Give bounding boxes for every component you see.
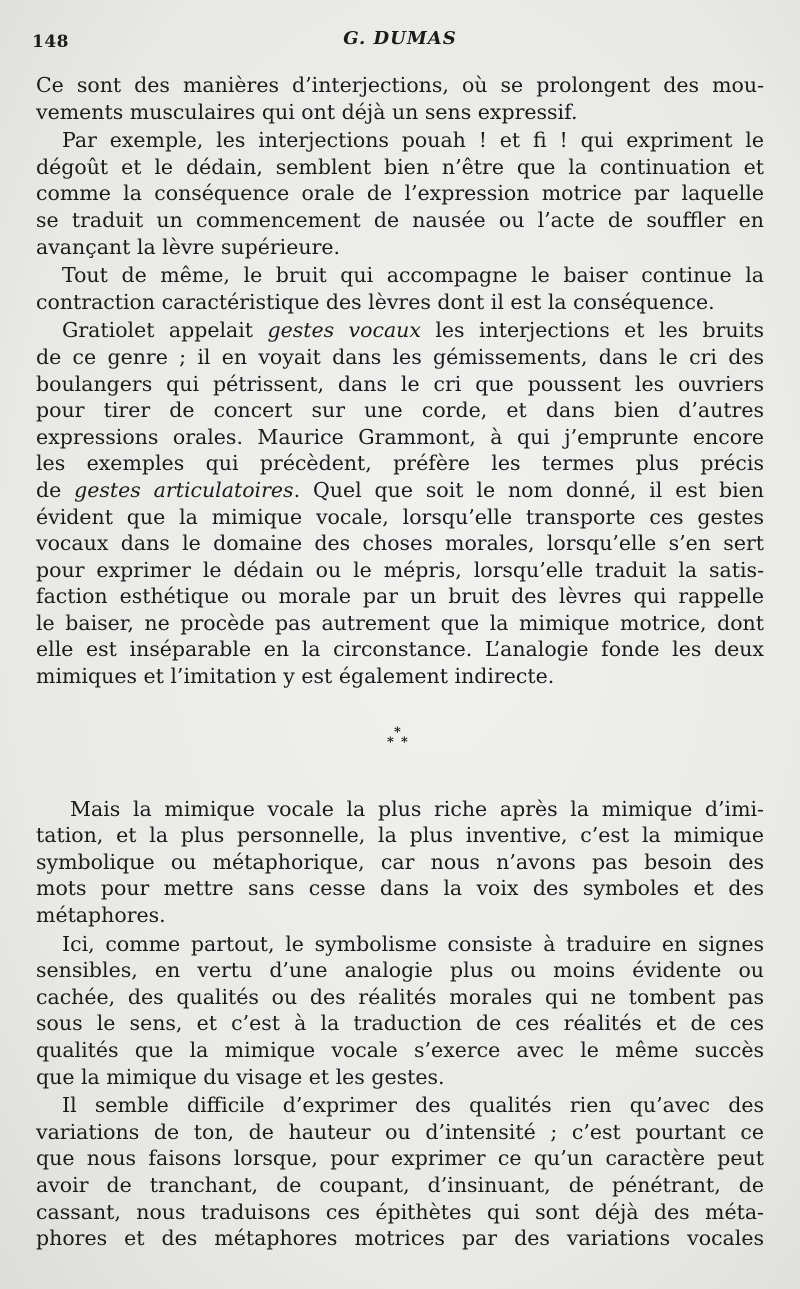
text-line: cachée, des qualités ou des réalités morales qui ne tombent pas: [36, 984, 764, 1009]
text-line: mots pour mettre sans cesse dans la voix des symboles et des: [36, 876, 764, 901]
text-line: comme la conséquence orale de l’expression motrice par laquelle: [36, 181, 764, 206]
text-line: vements musculaires qui ont déjà un sens expressif.: [36, 99, 578, 124]
text-line: phores et des métaphores motrices par des variations vocales: [36, 1226, 764, 1251]
text-line: le baiser, ne procède pas autrement que la mimique motrice, dont: [36, 610, 764, 635]
text-line: Il semble difficile d’exprimer des qualités rien qu’avec des: [62, 1093, 764, 1118]
text-segment: les interjections et les bruits: [420, 318, 764, 343]
page-header: [0, 26, 800, 56]
text-line: expressions orales. Maurice Grammont, à qui j’emprunte encore: [36, 424, 764, 449]
text-line: que nous faisons lorsque, pour exprimer ce qu’un caractère peut: [36, 1146, 764, 1171]
text-line: avançant la lèvre supérieure.: [36, 234, 341, 259]
text-line: symbolique ou métaphorique, car nous n’avons pas besoin des: [36, 849, 764, 874]
text-line: variations de ton, de hauteur ou d’intensité ; c’est pourtant ce: [36, 1119, 764, 1144]
text-line: pour exprimer le dédain ou le mépris, lorsqu’elle traduit la satis-: [36, 557, 764, 582]
text-line: Tout de même, le bruit qui accompagne le baiser continue la: [62, 263, 764, 288]
text-line: Mais la mimique vocale la plus riche après la mimique d’imi-: [70, 796, 764, 821]
paragraph-6: [36, 931, 764, 1091]
text-line: boulangers qui pétrissent, dans le cri que poussent les ouvriers: [36, 371, 764, 396]
text-line: métaphores.: [36, 903, 166, 928]
text-line: elle est inséparable en la circonstance. L’analogie fonde les deux: [36, 637, 764, 662]
text-line: sensibles, en vertu d’une analogie plus ou moins évidente ou: [36, 958, 764, 983]
text-line: mimiques et l’imitation y est également indirecte.: [36, 664, 555, 689]
section-separator: [36, 726, 764, 760]
text-line: dégoût et le dédain, semblent bien n’être que la continuation et: [36, 154, 764, 179]
text-line: [36, 317, 764, 344]
text-line: faction esthétique ou morale par un bruit des lèvres qui rappelle: [36, 584, 764, 609]
text-line: Ce sont des manières d’interjections, où se prolongent des mou-: [36, 73, 764, 97]
paragraph-2: [36, 127, 764, 260]
body-text: [36, 72, 764, 1254]
text-line: [36, 477, 764, 504]
running-head: G. DUMAS: [343, 28, 457, 49]
text-line: sous le sens, et c’est à la traduction de ces réalités et de ces: [36, 1011, 764, 1036]
italic-term: gestes vocaux: [267, 318, 421, 343]
text-line: les exemples qui précèdent, préfère les termes plus précis: [36, 451, 764, 476]
text-segment: de: [36, 477, 75, 502]
text-segment: . Quel que soit le nom donné, il est bien: [293, 477, 764, 502]
text-line: Ici, comme partout, le symbolisme consiste à traduire en signes: [62, 931, 764, 956]
text-line: de ce genre ; il en voyait dans les gémissements, dans le cri des: [36, 344, 764, 369]
text-line: que la mimique du visage et les gestes.: [36, 1064, 445, 1089]
asterisk-icon: *: [401, 734, 408, 750]
text-segment: Gratiolet appelait: [62, 318, 268, 343]
text-line: cassant, nous traduisons ces épithètes qui sont déjà des méta-: [36, 1199, 764, 1224]
text-line: Par exemple, les interjections pouah ! et fi ! qui expriment le: [62, 128, 764, 153]
text-line: évident que la mimique vocale, lorsqu’elle transporte ces gestes: [36, 504, 764, 529]
paragraph-1: [36, 72, 764, 125]
text-line: tation, et la plus personnelle, la plus inventive, c’est la mimique: [36, 823, 764, 848]
text-line: qualités que la mimique vocale s’exerce avec le même succès: [36, 1038, 764, 1062]
asterisk-icon: *: [387, 734, 394, 750]
asterisk-icon: *: [394, 724, 401, 740]
asterism-icon: [385, 726, 415, 756]
text-line: avoir de tranchant, de coupant, d’insinuant, de pénétrant, de: [36, 1172, 764, 1197]
text-line: se traduit un commencement de nausée ou l’acte de souffler en: [36, 207, 764, 232]
text-line: vocaux dans le domaine des choses morales, lorsqu’elle s’en sert: [36, 531, 764, 556]
paragraph-4: [36, 317, 764, 689]
text-line: contraction caractéristique des lèvres dont il est la conséquence.: [36, 289, 715, 314]
text-line: pour tirer de concert sur une corde, et dans bien d’autres: [36, 398, 764, 423]
paragraph-5: [36, 796, 764, 929]
page-number: 148: [32, 32, 69, 52]
italic-term: gestes articulatoires: [74, 477, 294, 502]
paragraph-3: [36, 262, 764, 315]
paragraph-7: [36, 1092, 764, 1252]
